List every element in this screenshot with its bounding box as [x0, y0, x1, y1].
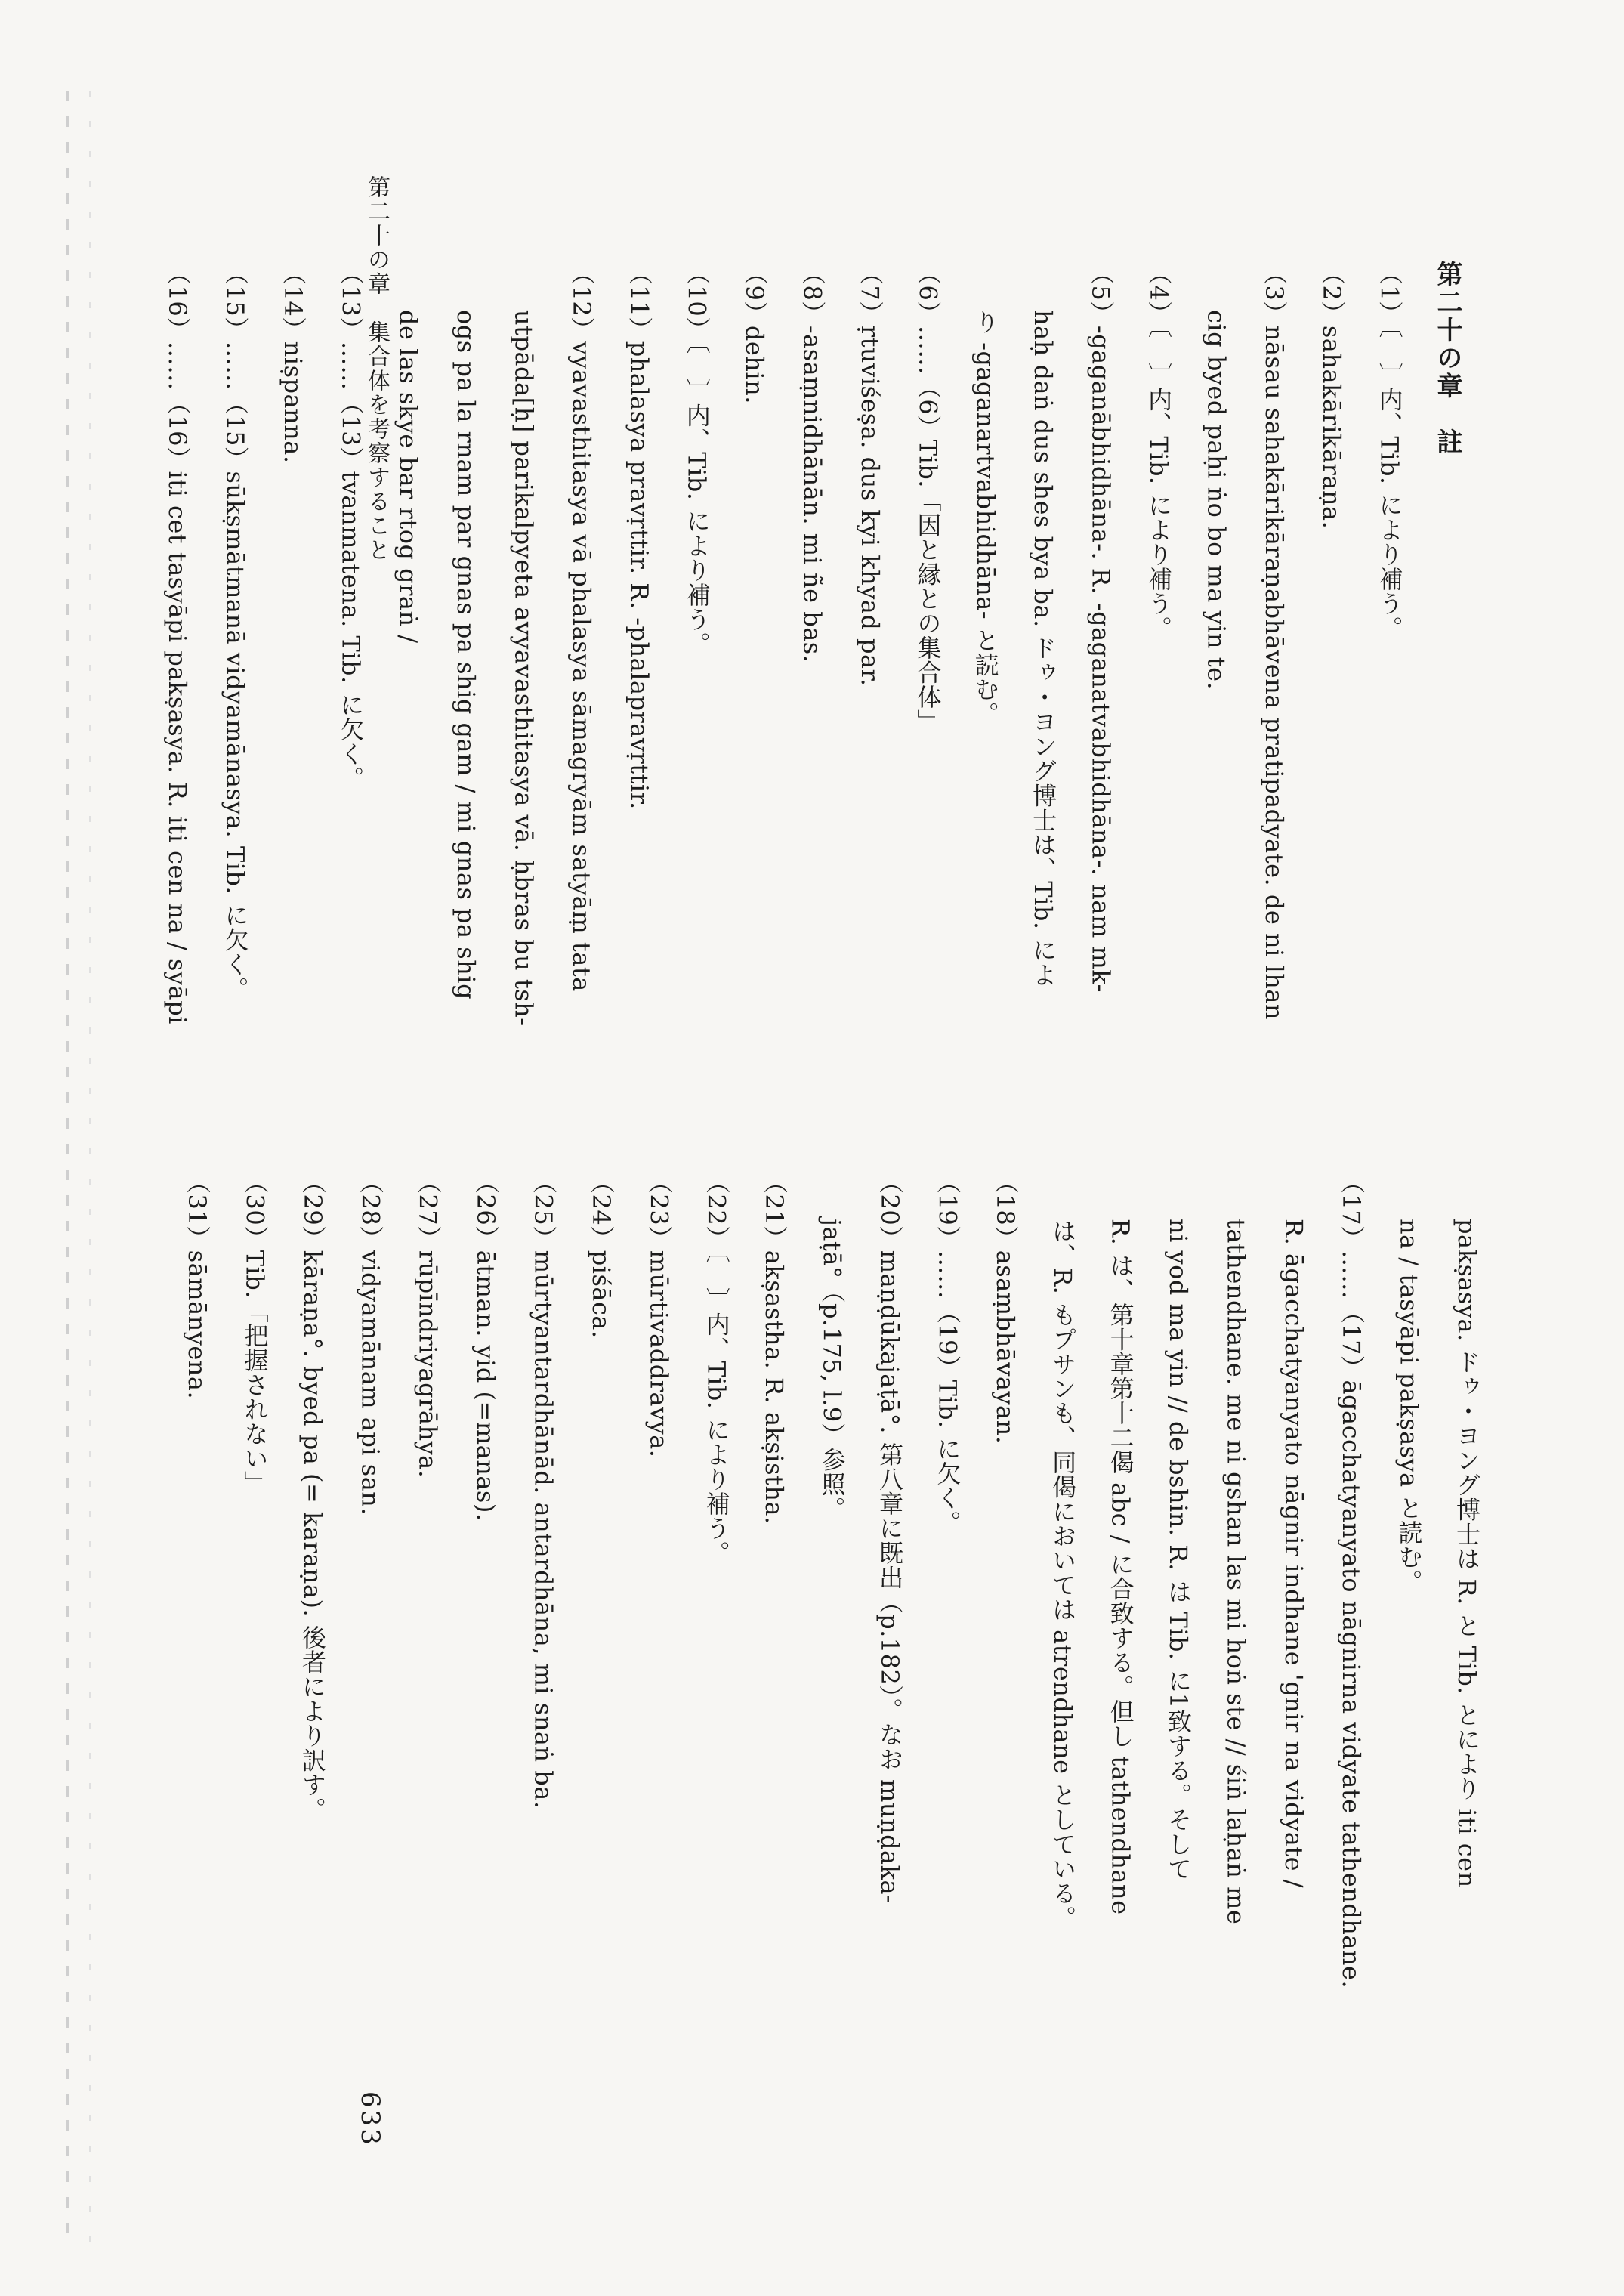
note-line: （6）……（6）Tib.「因と縁との集合体」	[913, 261, 943, 734]
note-line: （25）mūrtyantardhānād. antardhāna, mi snaṅ ba.	[529, 1170, 558, 1809]
note-line: （20）maṇḍūkajaṭā°. 第八章に既出（p.182）。なお muṇḍaka-	[875, 1170, 904, 1904]
note-line: jaṭā°（p.175, l.9）参照。	[817, 1170, 847, 1521]
note-line: （14）niṣpanna.	[278, 261, 307, 464]
note-line: R. āgacchatyanyato nāgnir indhane 'gnir na vidyate /	[1279, 1170, 1308, 1889]
note-line: （9）dehin.	[740, 261, 770, 404]
notes-column-lower	[168, 1170, 1496, 1989]
note-line: ni yod ma yin // de bshin. R. は Tib. に1致する。そして	[1163, 1170, 1193, 1881]
note-line: de las skye bar rtog graṅ /	[394, 261, 423, 644]
note-line: （3）nāsau sahakārikāraṇabhāvena pratipadyate. de ni lhan	[1259, 261, 1289, 1021]
scan-edge-mark	[66, 91, 69, 2244]
notes-column-upper	[149, 261, 1476, 1027]
note-line: （19）……（19）Tib. に欠く。	[933, 1170, 962, 1535]
chapter-notes-title: 第二十の章 註	[1432, 261, 1462, 456]
note-line: （28）vidyamānam api san.	[356, 1170, 385, 1516]
note-line: （26）ātman. yid (=manas).	[471, 1170, 501, 1522]
note-line: （17）……（17）āgacchatyanyato nāgnirna vidyate tathendhane.	[1337, 1170, 1366, 1989]
note-line: cig byed paḥi ṅo bo ma yin te.	[1202, 261, 1231, 691]
note-line: （1）〔 〕内、Tib. により補う。	[1375, 261, 1404, 641]
note-line: （15）……（15）sūkṣmātmanā vidyamānasya. Tib. に欠く。	[221, 261, 250, 1001]
note-line: utpāda[ḥ] parikalpyeta avyavasthitasya vā. ḥbras bu tsh-	[509, 261, 539, 1027]
note-line: （30）Tib.「把握されない」	[240, 1170, 270, 1495]
note-line: （11）phalasya pravṛttir. R. -phalapravṛttir.	[625, 261, 654, 810]
note-line: （7）ṛtuviśeṣa. dus kyi khyad par.	[855, 261, 885, 687]
note-line: （2）sahakārikāraṇa.	[1317, 261, 1347, 530]
note-line: （22）〔 〕内、Tib. により補う。	[702, 1170, 731, 1565]
note-line: （21）akṣastha. R. akṣistha.	[760, 1170, 789, 1525]
note-line: （16）……（16）iti cet tasyāpi pakṣasya. R. iti cen na / syāpi	[163, 261, 193, 1024]
note-line: （10）〔 〕内、Tib. により補う。	[682, 261, 712, 657]
note-line: tathendhane. me ni gshan las mi hoṅ ste // śiṅ laḥaṅ me	[1221, 1170, 1251, 1925]
note-line: （31）sāmānyena.	[183, 1170, 212, 1400]
note-line: （12）vyavasthitasya vā phalasya sāmagryām satyāṃ tata	[567, 261, 596, 992]
note-line: ogs pa la rnam par gnas pa shig gam / mi gnas pa shig	[452, 261, 481, 1000]
note-line: （13）……（13）tvanmatena. Tib. に欠く。	[336, 261, 366, 791]
note-line: （23）mūrtivaddravya.	[644, 1170, 674, 1458]
note-line: （27）rūpīndriyagrāhya.	[413, 1170, 443, 1479]
page-number: 633	[355, 2091, 385, 2147]
note-line: pakṣasya. ドゥ・ヨング博士は R. と Tib. とにより iti cen	[1453, 1170, 1481, 1888]
note-line: haḥ daṅ dus shes bya ba. ドゥ・ヨング博士は、Tib. によ	[1029, 261, 1058, 987]
note-line: na / tasyāpi pakṣasya と読む。	[1394, 1170, 1424, 1594]
scan-edge-mark-faint	[89, 91, 91, 2244]
running-header: 第二十の章 集合体を考察すること	[363, 175, 390, 562]
note-line: り -gaganartvabhidhāna- と読む。	[971, 261, 1000, 726]
note-line: （18）asaṃbhāvayan.	[990, 1170, 1020, 1445]
note-line: （8）-asaṃnidhānān. mi ñe bas.	[798, 261, 827, 663]
note-line: R. は、第十章第十二偈 abc / に合致する。但し tathendhane	[1106, 1170, 1135, 1915]
note-line: （24）piśāca.	[586, 1170, 616, 1339]
note-line: （29）kāraṇa°. byed pa (= karaṇa). 後者により訳す。	[298, 1170, 327, 1822]
note-line: は、R. もプサンも、同偈においては atrendhane としている。	[1048, 1170, 1078, 1930]
note-line: （5）-gaganābhidhāna-. R. -gaganatvabhidhāna-. nam mk-	[1086, 261, 1116, 993]
note-line: （4）〔 〕内、Tib. により補う。	[1144, 261, 1173, 641]
